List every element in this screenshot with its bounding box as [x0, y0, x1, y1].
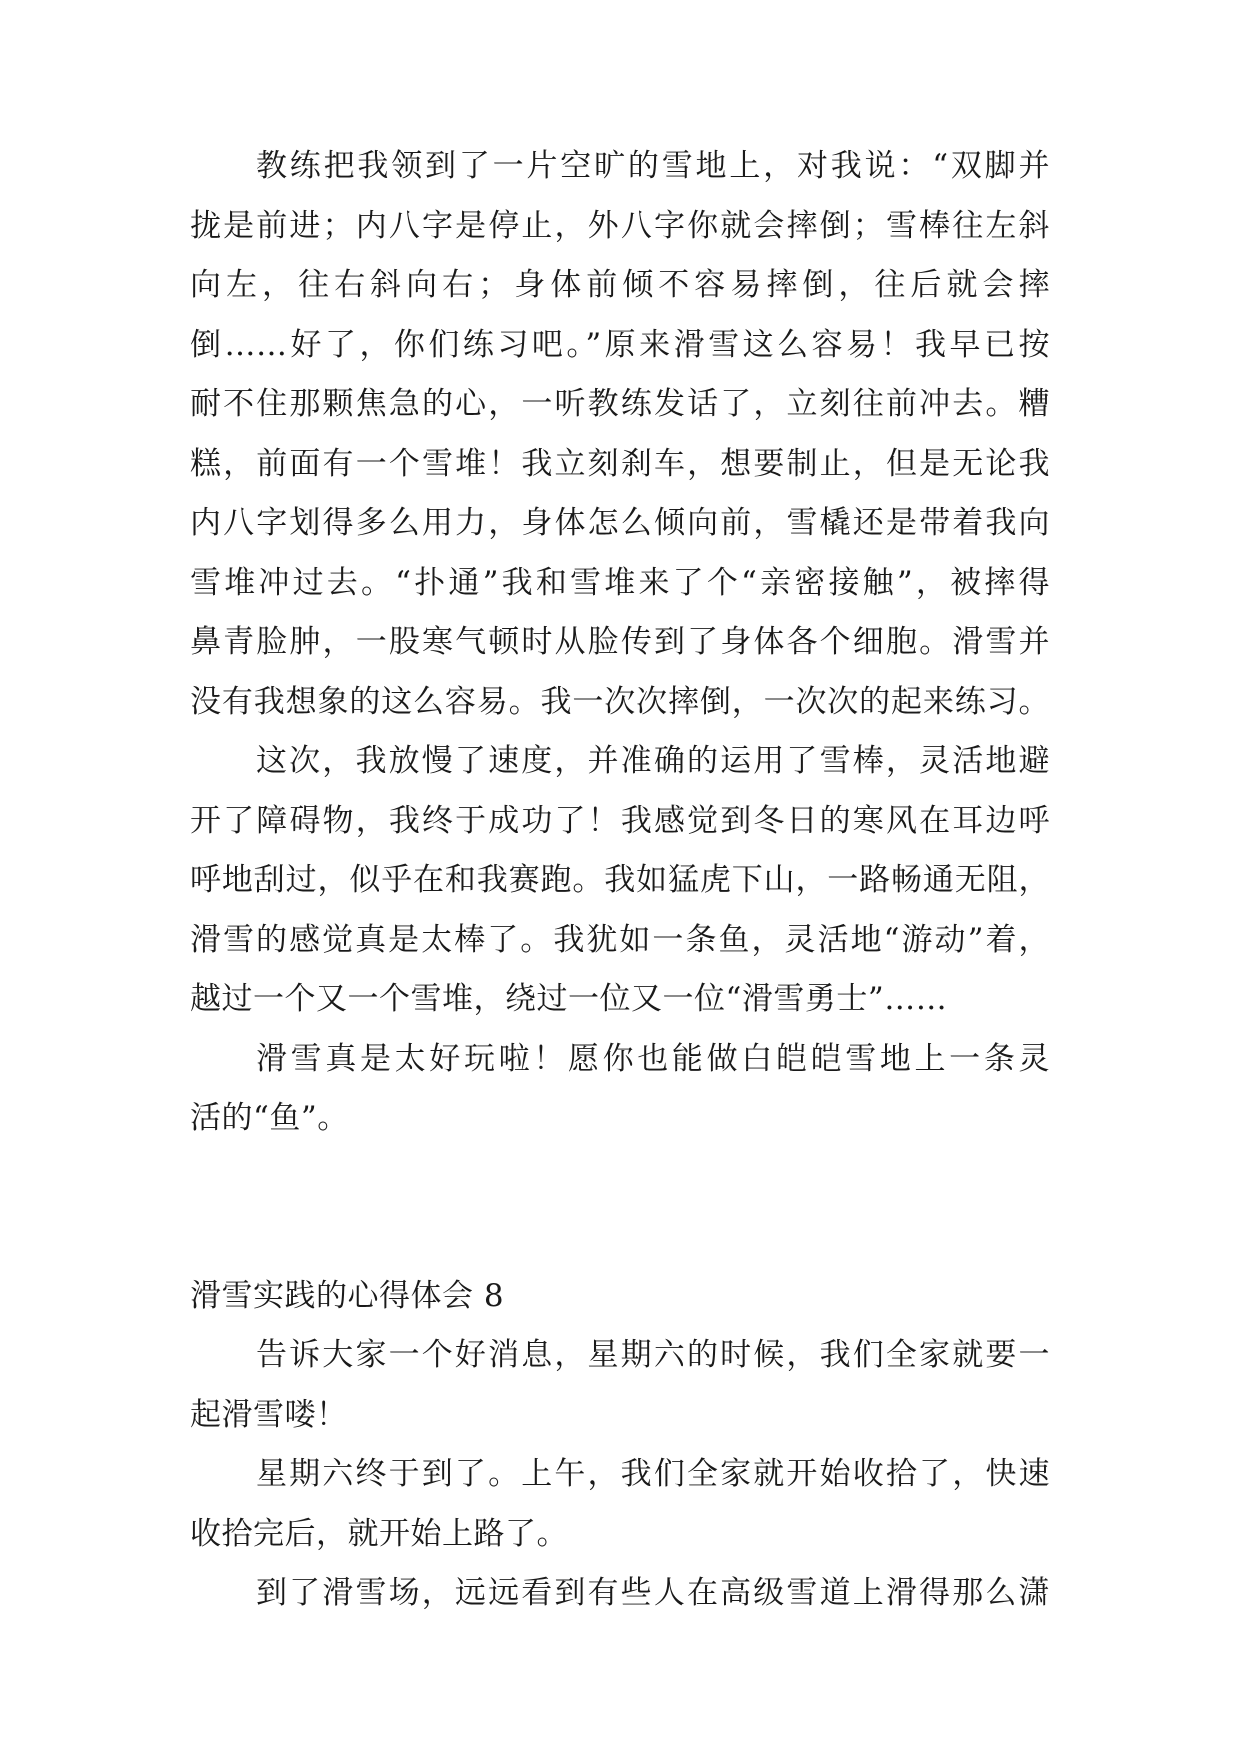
text-line: 雪堆冲过去。“扑通”我和雪堆来了个“亲密接触”，被摔得 — [190, 564, 1050, 601]
text-line: 倒……好了，你们练习吧。”原来滑雪这么容易！我早已按 — [190, 326, 1050, 363]
text-line: 向左，往右斜向右；身体前倾不容易摔倒，往后就会摔 — [190, 267, 1050, 303]
text-line: 呼地刮过，似乎在和我赛跑。我如猛虎下山，一路畅通无阻， — [190, 862, 1050, 898]
text-line: 滑雪真是太好玩啦！愿你也能做白皑皑雪地上一条灵 — [256, 1040, 1050, 1077]
section-title: 滑雪实践的心得体会 8 — [190, 1277, 505, 1314]
paragraph — [190, 1030, 1050, 1149]
text-line: 糕，前面有一个雪堆！我立刻刹车，想要制止，但是无论我 — [190, 445, 1050, 482]
paragraph — [190, 732, 1050, 1030]
text-line: 收拾完后，就开始上路了。 — [190, 1515, 568, 1552]
text-line: 告诉大家一个好消息，星期六的时候，我们全家就要一 — [256, 1337, 1050, 1373]
text-line: 教练把我领到了一片空旷的雪地上，对我说：“双脚并 — [256, 148, 1050, 184]
text-line: 星期六终于到了。上午，我们全家就开始收拾了，快速 — [256, 1456, 1050, 1492]
text-line: 耐不住那颗焦急的心，一听教练发话了，立刻往前冲去。糟 — [190, 386, 1050, 422]
text-line: 开了障碍物，我终于成功了！我感觉到冬日的寒风在耳边呼 — [190, 802, 1050, 839]
section-gap — [190, 1149, 1050, 1267]
text-line: 到了滑雪场，远远看到有些人在高级雪道上滑得那么潇 — [256, 1575, 1050, 1611]
paragraph — [190, 1564, 1050, 1624]
text-line: 鼻青脸肿，一股寒气顿时从脸传到了身体各个细胞。滑雪并 — [190, 624, 1050, 660]
text-line: 拢是前进；内八字是停止，外八字你就会摔倒；雪棒往左斜 — [190, 207, 1050, 244]
text-line: 滑雪的感觉真是太棒了。我犹如一条鱼，灵活地“游动”着， — [190, 921, 1050, 958]
paragraph — [190, 1445, 1050, 1564]
text-line: 越过一个又一个雪堆，绕过一位又一位“滑雪勇士”…… — [190, 981, 948, 1017]
text-line: 没有我想象的这么容易。我一次次摔倒，一次次的起来练习。 — [190, 683, 1050, 720]
paragraph — [190, 137, 1050, 732]
paragraph — [190, 1326, 1050, 1445]
text-line: 活的“鱼”。 — [190, 1100, 349, 1136]
text-line: 内八字划得多么用力，身体怎么倾向前，雪橇还是带着我向 — [190, 505, 1050, 541]
document-body — [190, 137, 1050, 1624]
text-line: 起滑雪喽！ — [190, 1396, 348, 1433]
text-line: 这次，我放慢了速度，并准确的运用了雪棒，灵活地避 — [256, 743, 1050, 779]
